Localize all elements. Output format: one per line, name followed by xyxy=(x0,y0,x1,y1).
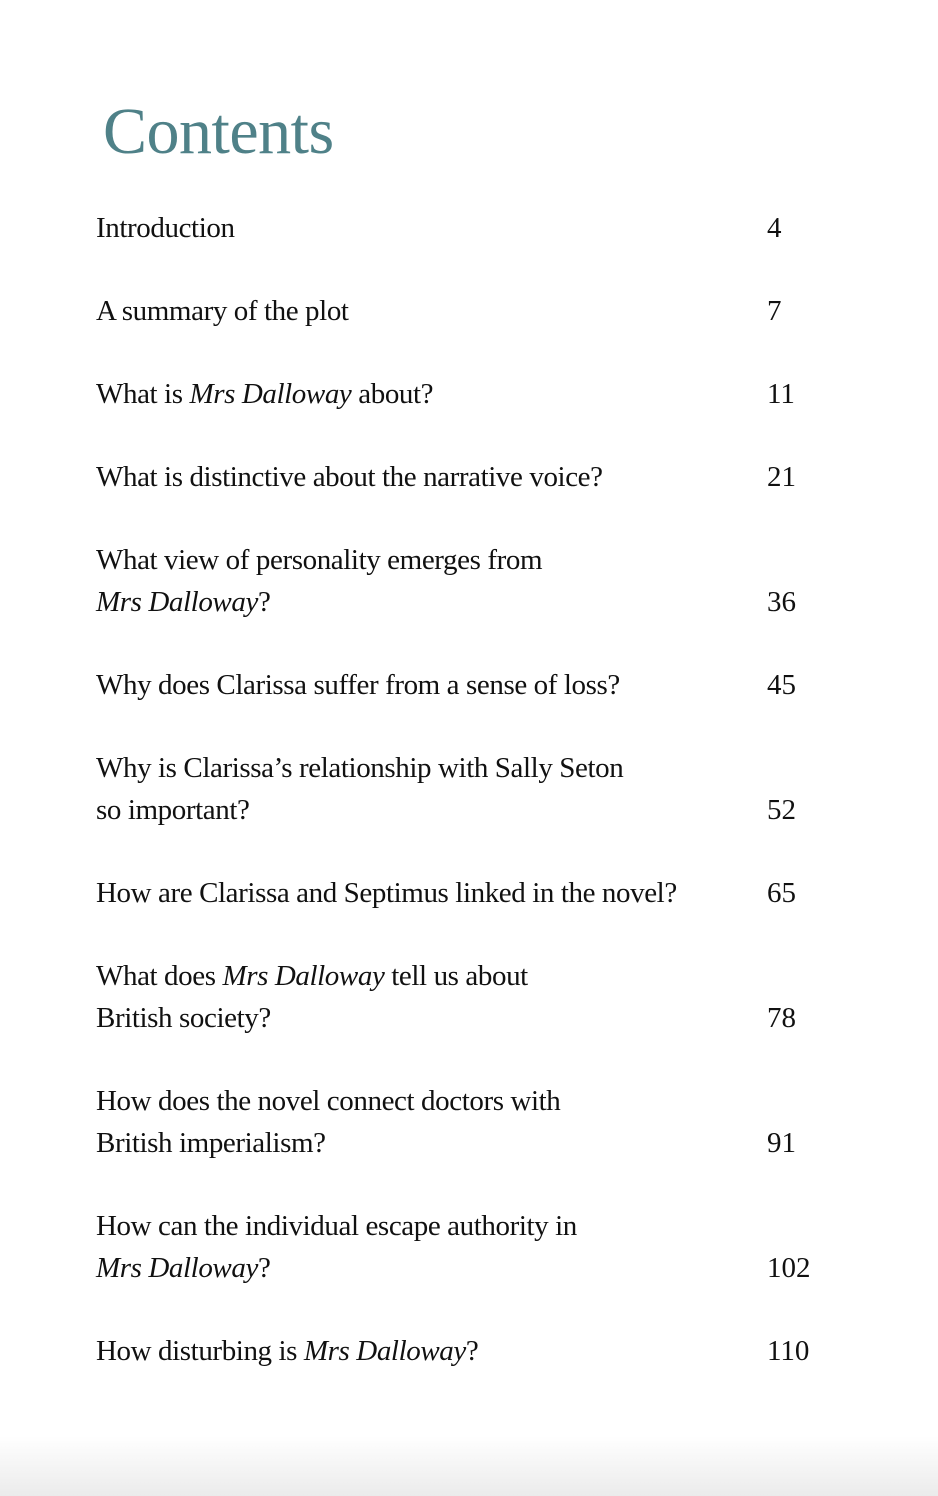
toc-entry-title xyxy=(96,955,736,1039)
toc-entry-page-number: 4 xyxy=(767,212,782,244)
toc-entry-page-number: 91 xyxy=(767,1127,796,1159)
toc-entry-title-line xyxy=(96,1247,736,1289)
toc-entry-title xyxy=(96,290,736,332)
title-text: British society? xyxy=(96,1002,271,1034)
title-text: How can the individual escape authority in xyxy=(96,1210,577,1242)
toc-entry-page-number: 45 xyxy=(767,669,796,701)
toc-entry-page-number: 110 xyxy=(767,1335,810,1367)
title-text: ? xyxy=(257,1252,271,1284)
toc-entry-title-line xyxy=(96,539,736,581)
book-title-italic: Mrs Dalloway xyxy=(222,960,385,992)
toc-entry-title-line xyxy=(96,1205,736,1247)
title-text: What view of personality emerges from xyxy=(96,544,543,576)
toc-entry-title-line xyxy=(96,207,736,249)
title-text: ? xyxy=(465,1335,479,1367)
title-text: about? xyxy=(351,378,434,410)
title-text: ? xyxy=(257,586,271,618)
page-bottom-shadow xyxy=(0,1436,938,1496)
title-text: How does the novel connect doctors with xyxy=(96,1085,561,1117)
book-title-italic: Mrs Dalloway xyxy=(96,586,258,618)
toc-entry-title xyxy=(96,1205,736,1289)
toc-entry-title xyxy=(96,1330,736,1372)
toc-entry-title-line xyxy=(96,290,736,332)
toc-entry-title xyxy=(96,664,736,706)
title-text: Why does Clarissa suffer from a sense of loss? xyxy=(96,669,620,701)
toc-entry-title xyxy=(96,373,736,415)
toc-entry-title-line xyxy=(96,747,736,789)
toc-entry-title-line xyxy=(96,664,736,706)
title-text: How are Clarissa and Septimus linked in the novel? xyxy=(96,877,677,909)
title-text: What is xyxy=(96,378,190,410)
toc-entry-title-line xyxy=(96,1330,736,1372)
toc-entry-title-line xyxy=(96,1080,736,1122)
toc-entry-page-number: 102 xyxy=(767,1252,811,1284)
title-text: A summary of the plot xyxy=(96,295,349,327)
toc-entry-title-line xyxy=(96,997,736,1039)
title-text: so important? xyxy=(96,794,250,826)
toc-entry-page-number: 7 xyxy=(767,295,782,327)
title-text: What does xyxy=(96,960,223,992)
title-text: Introduction xyxy=(96,212,235,244)
toc-entry-title xyxy=(96,539,736,623)
toc-entry-title-line xyxy=(96,581,736,623)
title-text: tell us about xyxy=(384,960,528,992)
page-title: Contents xyxy=(103,95,334,168)
title-text: What is distinctive about the narrative voice? xyxy=(96,461,603,493)
title-text: British imperialism? xyxy=(96,1127,326,1159)
toc-entry-page-number: 78 xyxy=(767,1002,796,1034)
toc-entry-page-number: 65 xyxy=(767,877,796,909)
toc-entry-title xyxy=(96,1080,736,1164)
toc-entry-page-number: 11 xyxy=(767,378,795,410)
title-text: How disturbing is xyxy=(96,1335,304,1367)
book-title-italic: Mrs Dalloway xyxy=(96,1252,258,1284)
toc-entry-page-number: 36 xyxy=(767,586,796,618)
book-title-italic: Mrs Dalloway xyxy=(303,1335,466,1367)
title-text: Why is Clarissa’s relationship with Sally Seton xyxy=(96,752,624,784)
toc-entry-title-line xyxy=(96,955,736,997)
toc-entry-title-line xyxy=(96,456,736,498)
toc-entry-title xyxy=(96,207,736,249)
book-title-italic: Mrs Dalloway xyxy=(189,378,352,410)
toc-entry-page-number: 21 xyxy=(767,461,796,493)
toc-entry-title-line xyxy=(96,373,736,415)
toc-entry-title xyxy=(96,747,736,831)
toc-entry-title xyxy=(96,456,736,498)
toc-entry-title-line xyxy=(96,872,736,914)
toc-entry-title-line xyxy=(96,1122,736,1164)
toc-entry-title-line xyxy=(96,789,736,831)
toc-entry-title xyxy=(96,872,736,914)
toc-entry-page-number: 52 xyxy=(767,794,796,826)
